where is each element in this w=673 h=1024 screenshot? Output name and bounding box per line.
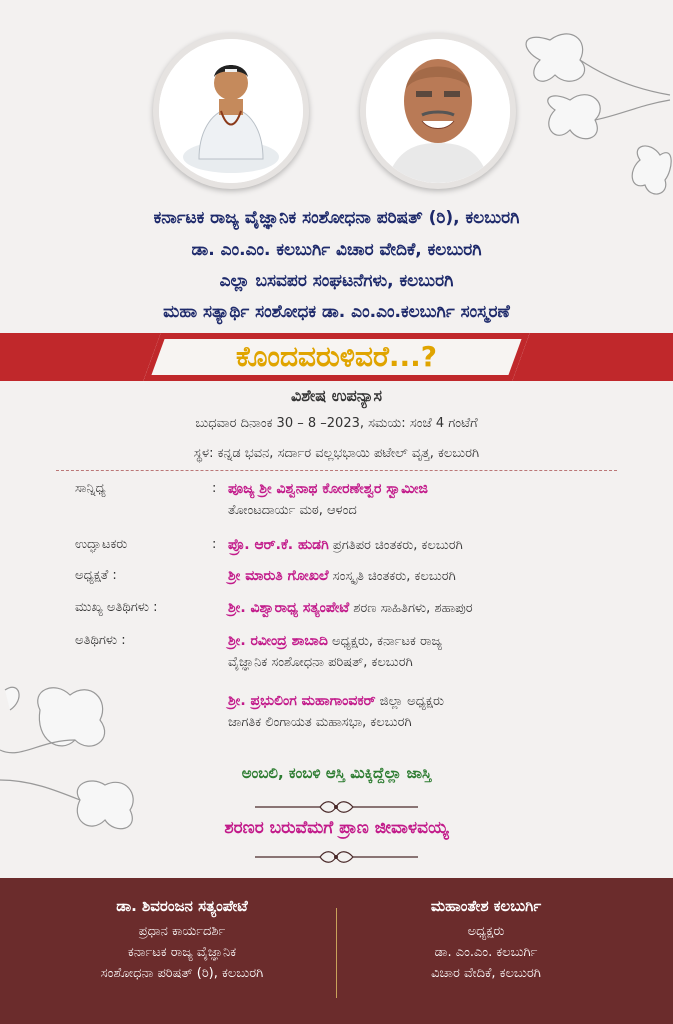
date-time-line: ಬುಧವಾರ ದಿನಾಂಕ 30 – 8 –2023, ಸಮಯ: ಸಂಜೆ 4 ಗಂಟೆಗೆ: [195, 416, 478, 431]
flower-decoration-top-right-icon: [510, 20, 673, 220]
ornament-divider-icon: [250, 798, 423, 816]
program-name: ಪ್ರೊ. ಆರ್.ಕೆ. ಹುಡಗಿ: [228, 537, 329, 553]
portrait-basavanna: [153, 33, 309, 189]
program-name: ಶ್ರೀ ಮಾರುತಿ ಗೋಖಲೆ: [228, 568, 329, 584]
venue-line: ಸ್ಥಳ: ಕನ್ನಡ ಭವನ, ಸರ್ದಾರ ವಲ್ಲಭಭಾಯಿ ಪಟೇಲ್ ವೃತ್ತ, ಕಲಬುರಗಿ: [193, 446, 480, 461]
program-name: ಪೂಜ್ಯ ಶ್ರೀ ವಿಶ್ವನಾಥ ಕೋರಣೇಶ್ವರ ಸ್ವಾಮೀಜಿ: [228, 481, 428, 497]
lecture-label: ವಿಶೇಷ ಉಪನ್ಯಾಸ: [290, 386, 383, 405]
divider-top: [56, 470, 617, 471]
organizer-line-2: ಡಾ. ಎಂ.ಎಂ. ಕಲಬುರ್ಗಿ ವಿಚಾರ ವೇದಿಕೆ, ಕಲಬುರಗಿ: [191, 240, 482, 260]
program-line2: ವೈಜ್ಞಾನಿಕ ಸಂಶೋಧನಾ ಪರಿಷತ್, ಕಲಬುರಗಿ: [228, 655, 413, 670]
footer-right-line: ಅಧ್ಯಕ್ಷರು: [467, 924, 505, 939]
footer: [0, 878, 673, 1024]
program-label: ಸಾನ್ನಿಧ್ಯ: [75, 481, 106, 496]
program-label: ಅಧ್ಯಕ್ಷತೆ :: [75, 568, 117, 583]
program-desc: ಸಂಸ್ಕೃತಿ ಚಿಂತಕರು, ಕಲಬುರಗಿ: [328, 569, 456, 584]
program-name: ಶ್ರೀ. ಪ್ರಭುಲಿಂಗ ಮಹಾಗಾಂವಕರ್: [228, 693, 376, 709]
footer-left-name: ಡಾ. ಶಿವರಂಜನ ಸತ್ಯಂಪೇಟೆ: [116, 897, 248, 915]
organizer-line-3: ಎಲ್ಲಾ ಬಸವಪರ ಸಂಘಟನೆಗಳು, ಕಲಬುರಗಿ: [219, 271, 454, 291]
saying-line-2: ಶರಣರ ಬರುವೆಮಗೆ ಪ್ರಾಣ ಜೀವಾಳವಯ್ಯ: [224, 818, 449, 838]
footer-right-line: ವಿಚಾರ ವೇದಿಕೆ, ಕಲಬುರಗಿ: [431, 966, 541, 981]
footer-left-line: ಸಂಶೋಧನಾ ಪರಿಷತ್ (ರಿ), ಕಲಬುರಗಿ: [100, 966, 264, 981]
ornament-divider-bottom-icon: [250, 848, 423, 866]
program-label: ಉದ್ಘಾಟಕರು: [75, 537, 128, 552]
program-colon: :: [212, 537, 217, 552]
program-colon: :: [212, 481, 217, 496]
event-title: ಕೊಂದವರುಳಿವರೆ...?: [235, 340, 438, 373]
person-portrait-icon: [366, 39, 510, 183]
footer-right-name: ಮಹಾಂತೇಶ ಕಲಬುರ್ಗಿ: [430, 897, 542, 915]
program-desc: ಜಿಲ್ಲಾ ಅಧ್ಯಕ್ಷರು: [375, 694, 444, 709]
footer-right-line: ಡಾ. ಎಂ.ಎಂ. ಕಲಬುರ್ಗಿ: [434, 945, 538, 960]
saying-line-1: ಅಂಬಲಿ, ಕಂಬಳಿ ಆಸ್ತಿ ಮಿಕ್ಕಿದ್ದೆಲ್ಲಾ ಜಾಸ್ತಿ: [241, 764, 432, 782]
portrait-mm-kalburgi: [360, 33, 516, 189]
program-line2: ಜಾಗತಿಕ ಲಿಂಗಾಯತ ಮಹಾಸಭಾ, ಕಲಬುರಗಿ: [228, 715, 412, 730]
program-desc: ಶರಣ ಸಾಹಿತಿಗಳು, ಶಹಾಪುರ: [349, 601, 473, 616]
program-name: ಶ್ರೀ. ವಿಶ್ವಾರಾಧ್ಯ ಸತ್ಯಂಪೇಟೆ: [228, 600, 350, 616]
program-line2: ತೋಂಟದಾರ್ಯ ಮಠ, ಆಳಂದ: [228, 503, 357, 518]
program-label: ಅತಿಥಿಗಳು :: [75, 633, 126, 648]
program-name: ಶ್ರೀ. ರವೀಂದ್ರ ಶಾಬಾದಿ: [228, 633, 328, 649]
footer-right: [336, 896, 636, 984]
footer-left: [32, 896, 332, 984]
saint-portrait-icon: [159, 39, 303, 183]
organizer-line-1: ಕರ್ನಾಟಕ ರಾಜ್ಯ ವೈಜ್ಞಾನಿಕ ಸಂಶೋಧನಾ ಪರಿಷತ್ (ರಿ), ಕಲಬುರಗಿ: [153, 208, 520, 228]
program-label: ಮುಖ್ಯ ಅತಿಥಿಗಳು :: [75, 600, 158, 615]
organizer-line-4: ಮಹಾ ಸತ್ಯಾರ್ಥಿ ಸಂಶೋಧಕ ಡಾ. ಎಂ.ಎಂ.ಕಲಬುರ್ಗಿ ಸಂಸ್ಮರಣೆ: [163, 302, 510, 322]
program-desc: ಅಧ್ಯಕ್ಷರು, ಕರ್ನಾಟಕ ರಾಜ್ಯ: [327, 634, 442, 649]
program-desc: ಪ್ರಗತಿಪರ ಚಿಂತಕರು, ಕಲಬುರಗಿ: [328, 538, 463, 553]
footer-left-line: ಪ್ರಧಾನ ಕಾರ್ಯದರ್ಶಿ: [138, 924, 226, 939]
footer-left-line: ಕರ್ನಾಟಕ ರಾಜ್ಯ ವೈಜ್ಞಾನಿಕ: [127, 945, 237, 960]
